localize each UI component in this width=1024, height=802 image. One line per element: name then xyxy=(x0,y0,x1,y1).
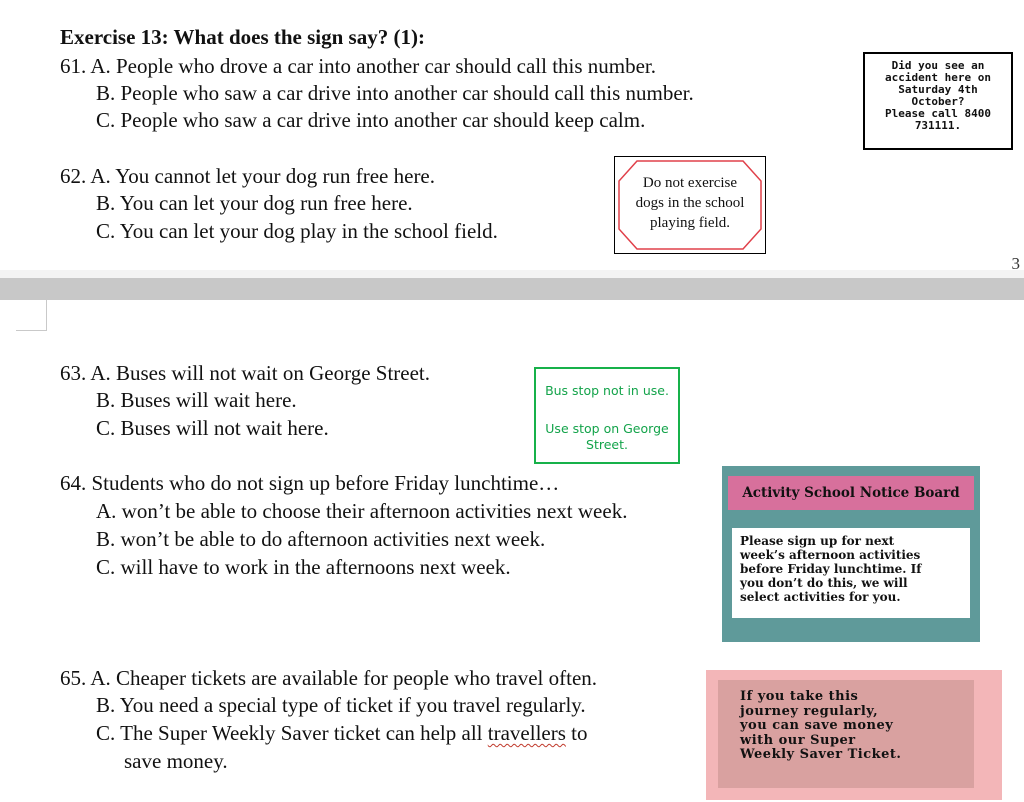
q65-option-c-continued: save money. xyxy=(124,749,228,773)
q65-option-a: 65. A. Cheaper tickets are available for people who travel often. xyxy=(60,666,598,690)
sign-line: October? xyxy=(911,95,965,108)
bus-stop-sign xyxy=(534,367,680,464)
q65-option-b: B. You need a special type of ticket if you travel regularly. xyxy=(96,693,586,717)
page-bottom xyxy=(0,270,1024,278)
sign-line: week’s afternoon activities xyxy=(740,548,921,562)
accident-sign xyxy=(863,52,1013,150)
q61-option-a: 61. A. People who drove a car into another car should call this number. xyxy=(60,54,657,78)
sign-line: If you take this xyxy=(740,689,859,704)
dog-sign xyxy=(614,156,766,254)
sign-line: accident here on xyxy=(885,71,991,84)
q63-option-a: 63. A. Buses will not wait on George Street. xyxy=(60,361,430,385)
q65-option-c-tail: to xyxy=(565,721,588,745)
q61-option-b: B. People who saw a car drive into another car should call this number. xyxy=(96,81,694,105)
sign-line: Please call 8400 xyxy=(885,107,991,120)
q65-option-c-text: C. The Super Weekly Saver ticket can help all xyxy=(96,721,488,745)
exercise-title: Exercise 13: What does the sign say? (1): xyxy=(60,25,425,49)
q63-option-b: B. Buses will wait here. xyxy=(96,388,297,412)
sign-line: dogs in the school xyxy=(635,195,745,211)
q64-stem: 64. Students who do not sign up before Friday lunchtime… xyxy=(60,471,560,495)
page-gap xyxy=(0,278,1024,300)
q62-option-b: B. You can let your dog run free here. xyxy=(96,191,413,215)
sign-line: Did you see an xyxy=(891,59,985,72)
sign-line: Weekly Saver Ticket. xyxy=(740,747,902,762)
sign-line: 731111. xyxy=(914,119,962,132)
q65-option-c xyxy=(96,721,587,746)
q61-option-c: C. People who saw a car drive into another car should keep calm. xyxy=(96,108,646,132)
q64-option-c: C. will have to work in the afternoons next week. xyxy=(96,555,511,579)
sign-line: Street. xyxy=(586,437,628,452)
q62-option-c: C. You can let your dog play in the school field. xyxy=(96,219,498,243)
sign-line: Bus stop not in use. xyxy=(545,383,669,398)
q64-option-a: A. won’t be able to choose their afternoon activities next week. xyxy=(96,499,628,523)
sign-line: Use stop on George xyxy=(545,421,669,436)
sign-line: playing field. xyxy=(650,215,730,231)
dog-sign-text xyxy=(615,173,765,233)
notice-board-body xyxy=(732,528,970,618)
sign-line: select activities for you. xyxy=(740,590,901,604)
sign-line: Do not exercise xyxy=(642,175,738,191)
sign-line: you can save money xyxy=(740,718,894,733)
sign-line: Please sign up for next xyxy=(740,534,895,548)
spelling-flag-word: travellers xyxy=(487,721,566,745)
sign-line: before Friday lunchtime. If xyxy=(740,562,922,576)
q62-option-a: 62. A. You cannot let your dog run free here. xyxy=(60,164,436,188)
page-number: 3 xyxy=(1011,254,1020,273)
sign-line: you don’t do this, we will xyxy=(740,576,908,590)
q63-option-c: C. Buses will not wait here. xyxy=(96,416,329,440)
margin-corner-mark xyxy=(16,300,47,331)
sign-line: journey regularly, xyxy=(740,703,879,719)
sign-line: with our Super xyxy=(740,732,856,748)
sign-line: Saturday 4th xyxy=(898,83,978,96)
ticket-sign xyxy=(706,670,1002,800)
sign-line-group xyxy=(536,421,678,453)
notice-board-sign xyxy=(722,466,980,642)
notice-board-heading: Activity School Notice Board xyxy=(728,476,974,510)
ticket-sign-panel xyxy=(718,680,974,788)
q64-option-b: B. won’t be able to do afternoon activities next week. xyxy=(96,527,546,551)
